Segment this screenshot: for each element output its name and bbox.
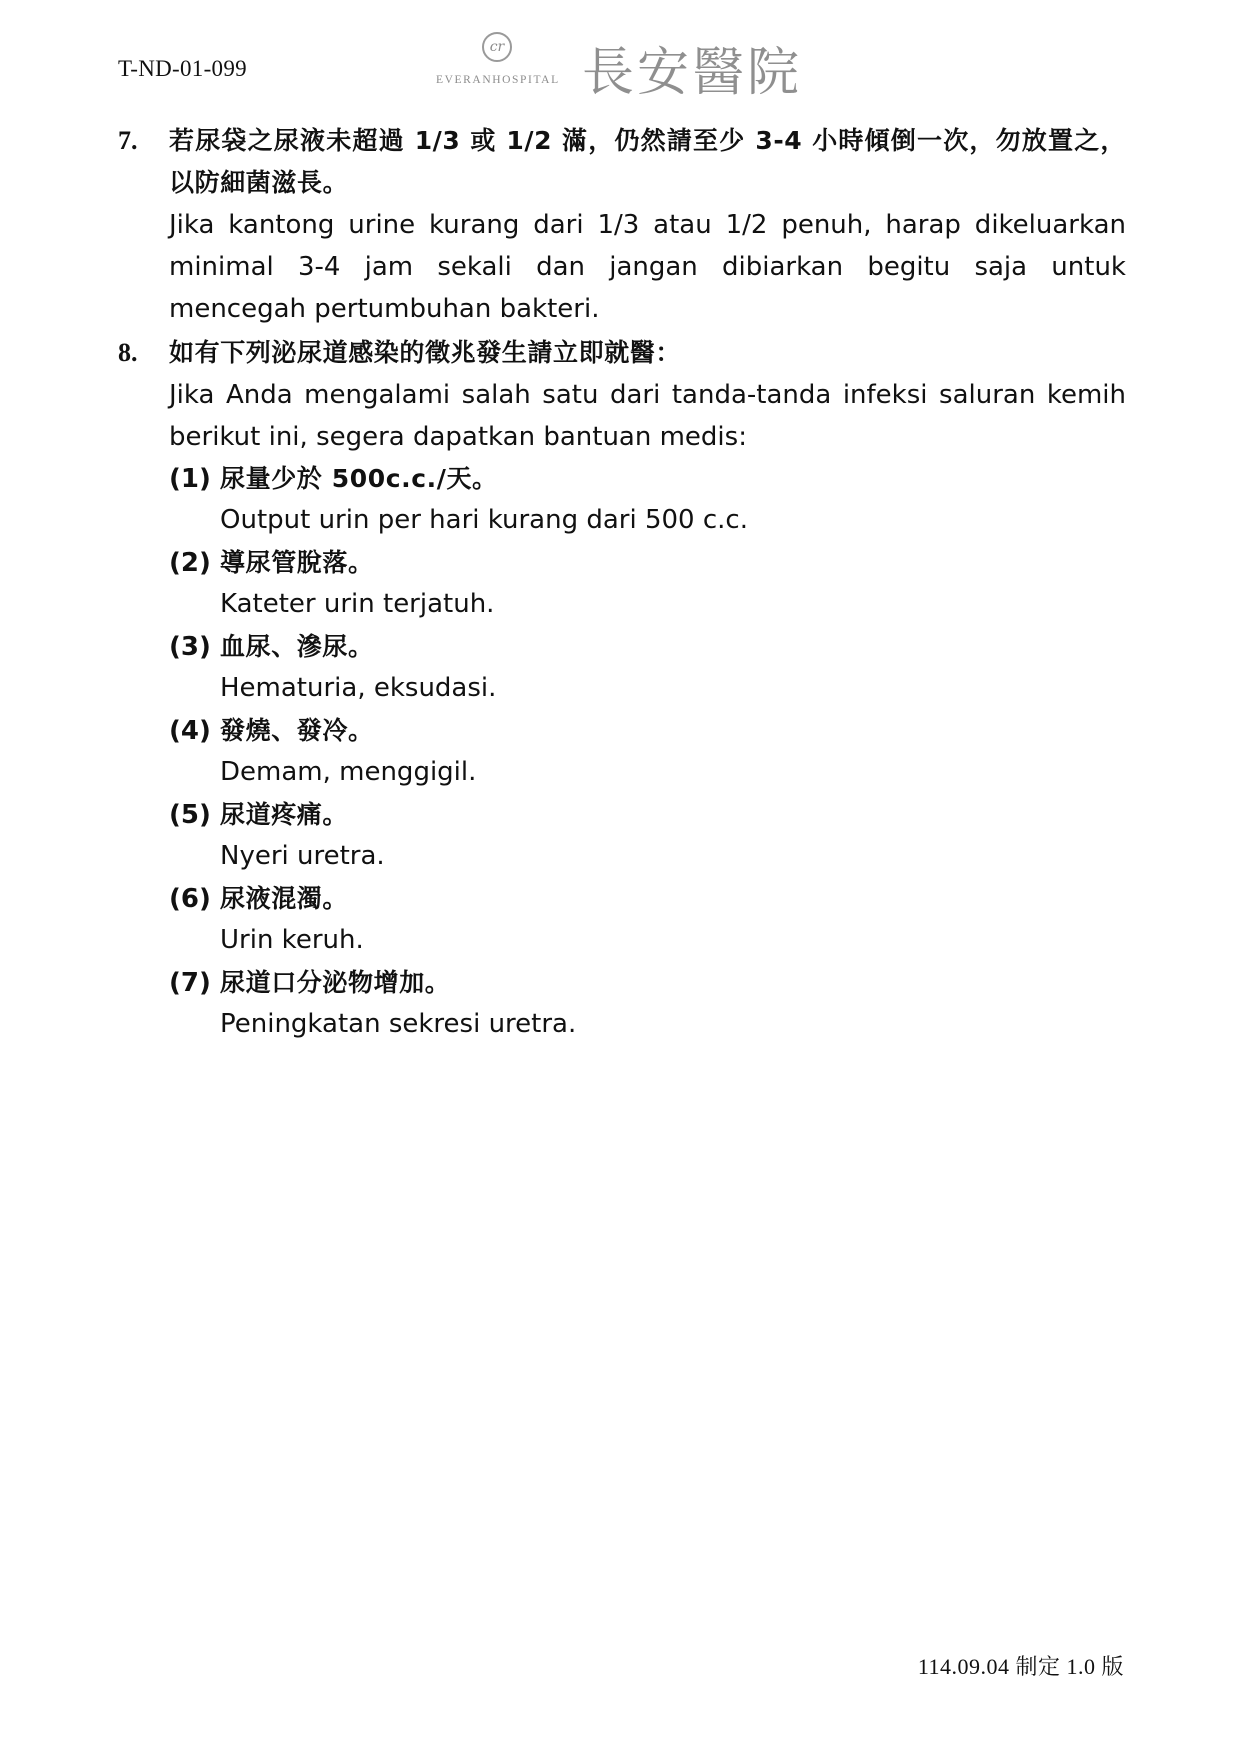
item-text-indonesian: Jika kantong urine kurang dari 1/3 atau 1/2 penuh, harap dikeluarkan minimal 3-4 jam sekali dan jangan dibiarkan begitu saja untuk mencegah pertumbuhan bakteri. — [169, 210, 1126, 324]
sub-item-5 — [169, 794, 1126, 876]
sub-item-text-indonesian: Output urin per hari kurang dari 500 c.c. — [220, 505, 748, 535]
sub-item-3 — [169, 626, 1126, 708]
logo-english-name: EVERANHOSPITAL — [436, 74, 560, 86]
sub-item-text-chinese: 尿液混濁。 — [220, 884, 349, 913]
sub-item-text-chinese: 發燒、發冷。 — [220, 716, 374, 745]
item-number: 8. — [118, 338, 138, 367]
sub-item-text-chinese: 尿道疼痛。 — [220, 800, 349, 829]
sub-item-4 — [169, 710, 1126, 792]
item-text-indonesian: Jika Anda mengalami salah satu dari tanda-tanda infeksi saluran kemih berikut ini, segera dapatkan bantuan medis: — [169, 380, 1126, 452]
sub-item-text-chinese: 尿道口分泌物增加。 — [220, 968, 451, 997]
sub-item-text-indonesian: Kateter urin terjatuh. — [220, 589, 495, 619]
sub-item-number: (4) — [169, 716, 211, 746]
sub-item-text-indonesian: Nyeri uretra. — [220, 841, 385, 871]
sub-item-number: (5) — [169, 800, 211, 830]
item-number: 7. — [118, 126, 138, 155]
hospital-logo — [436, 30, 836, 103]
sub-item-text-chinese: 血尿、滲尿。 — [220, 632, 374, 661]
sub-item-number: (6) — [169, 884, 211, 914]
sub-item-number: (3) — [169, 632, 211, 662]
sub-item-number: (1) — [169, 464, 211, 494]
sub-item-text-indonesian: Hematuria, eksudasi. — [220, 673, 497, 703]
sub-item-number: (2) — [169, 548, 211, 578]
sub-item-number: (7) — [169, 968, 211, 998]
logo-chinese-name: 長安醫院 — [582, 43, 803, 103]
document-code: T-ND-01-099 — [118, 56, 247, 81]
item-text-chinese: 如有下列泌尿道感染的徵兆發生請立即就醫： — [169, 338, 682, 367]
sub-item-7 — [169, 962, 1126, 1044]
list-item-8 — [118, 332, 1126, 1044]
instruction-list — [118, 120, 1126, 1044]
sub-item-text-chinese: 尿量少於 500c.c./天。 — [220, 464, 498, 493]
logo-emblem-icon: cr — [482, 32, 512, 62]
list-item-7 — [118, 120, 1126, 330]
sub-item-6 — [169, 878, 1126, 960]
sub-item-text-indonesian: Peningkatan sekresi uretra. — [220, 1009, 577, 1039]
sub-item-text-chinese: 導尿管脫落。 — [220, 548, 374, 577]
sub-item-1 — [169, 458, 1126, 540]
sub-item-2 — [169, 542, 1126, 624]
sub-item-text-indonesian: Urin keruh. — [220, 925, 364, 955]
version-footer: 114.09.04 制定 1.0 版 — [917, 1654, 1124, 1679]
sub-item-text-indonesian: Demam, menggigil. — [220, 757, 477, 787]
item-text-chinese: 若尿袋之尿液未超過 1/3 或 1/2 滿，仍然請至少 3-4 小時傾倒一次，勿放置之，以防細菌滋長。 — [169, 126, 1126, 197]
